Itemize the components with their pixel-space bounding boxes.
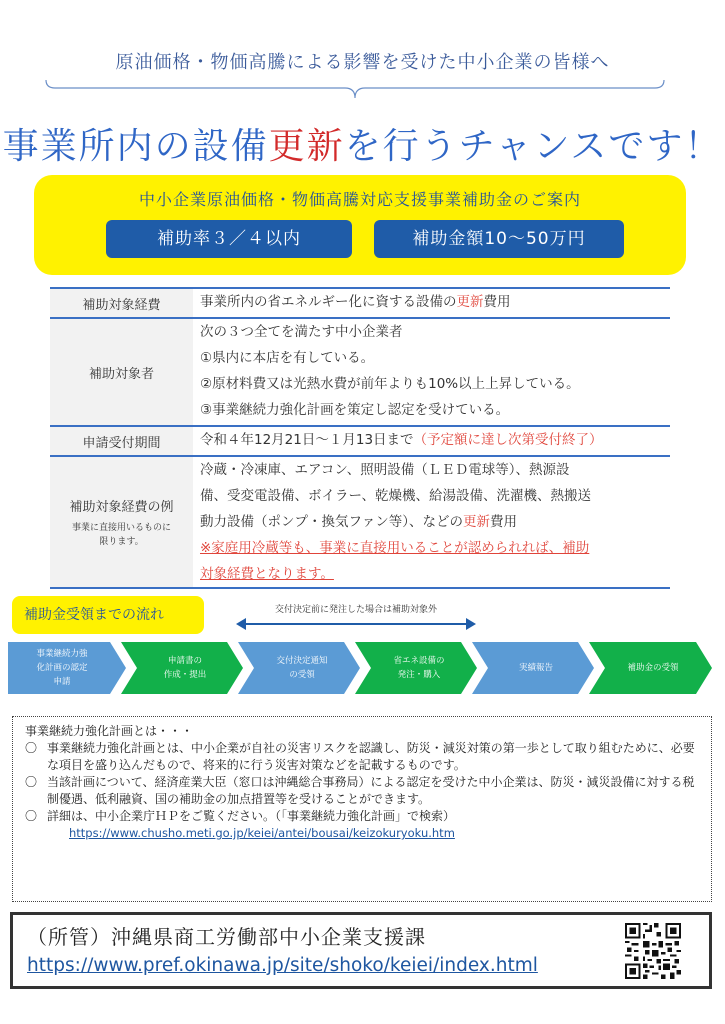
row-value [200,427,670,453]
table-row-eligible-expenses [50,287,670,317]
subsidy-banner [34,175,686,275]
condition-2: ②原材料費又は光熱水費が前年よりも10%以上上昇している。 [200,376,580,392]
condition-3: ③事業継続力強化計画を策定し認定を受けている。 [200,402,510,418]
table-row-expense-examples [50,455,670,589]
examples-line2: 備、受変電設備、ボイラー、乾燥機、給湯設備、洗濯機、熱搬送 [200,488,591,504]
target-audience-subtitle: 原油価格・物価高騰による影響を受けた中小企業の皆様へ [115,52,610,73]
note-item-1 [25,740,699,774]
note-text-3: 詳細は、中小企業庁ＨＰをご覧ください。（「事業継続力強化計画」で検索） [47,809,456,823]
sublabel-line1: 事業に直接用いるものに [71,522,171,533]
qr-code-icon[interactable] [625,923,681,979]
table-row-eligible-applicants [50,317,670,425]
examples-line3 [200,509,670,535]
step-3-line2: の受領 [289,670,315,680]
expense-text: 事業所内の省エネルギー化に資する設備の [200,294,457,310]
step-1-label [12,642,112,694]
ineligible-period-note: 交付決定前に発注した場合は補助対象外 [274,605,437,615]
step-5-label: 実績報告 [518,663,553,673]
step-1-line2: 化計画の認定 [36,663,88,673]
page-headline [0,118,725,169]
table-row-application-period [50,425,670,455]
bullet-icon: 〇 [25,741,38,755]
examples-line1: 冷蔵・冷凍庫、エアコン、照明設備（ＬＥＤ電球等）、熱源設 [200,462,570,478]
headline-highlight: 更新 [268,126,345,167]
note-text-2: 当該計画について、経済産業大臣（窓口は沖縄総合事務局）による認定を受けた中小企業は、防災・減災設備に対する税制優遇、低利融資、国の補助金の加点措置等を受けることができます。 [47,775,695,806]
step-1-line1: 事業継続力強 [36,649,88,659]
bullet-icon: 〇 [25,775,38,789]
row-label [50,457,193,587]
sme-agency-link[interactable]: https://www.chusho.meti.go.jp/keiei/antei/bousai/keizokuryoku.htm [69,826,455,840]
row-label: 補助対象者 [50,319,193,425]
notes-heading: 事業継続力強化計画とは・・・ [25,724,194,738]
step-3-label [252,642,352,694]
step-6-label: 補助金の受領 [627,663,679,673]
note-text-1: 事業継続力強化計画とは、中小企業が自社の災害リスクを認識し、防災・減災対策の第一歩として取り組むために、必要な項目を盛り込んだもので、将来的に行う災害対策などを記載するものです。 [47,741,695,772]
examples-line3-highlight: 更新 [462,514,490,530]
department-link[interactable]: https://www.pref.okinawa.jp/site/shoko/keiei/index.html [27,955,538,976]
subsidy-amount-badge: 補助金額10〜50万円 [374,220,624,258]
headline-part2: を行うチャンスです！ [344,126,723,167]
contact-footer [10,912,712,989]
examples-sublabel [72,521,171,549]
condition-intro: 次の３つ全てを満たす中小企業者 [200,324,403,340]
step-4-line1: 省エネ設備の [393,656,445,666]
step-1-line3: 申請 [53,677,71,687]
examples-line3-text: 動力設備（ポンプ・換気ファン等）、などの [200,514,463,530]
period-note: （予定額に達し次第受付終了） [413,432,603,448]
sublabel-line2: 限ります。 [99,536,144,547]
note-item-3 [25,808,699,825]
examples-label: 補助対象経費の例 [69,499,174,515]
examples-note-line2: 対象経費となります。 [200,566,334,582]
expense-highlight: 更新 [456,294,484,310]
row-label: 補助対象経費 [50,289,193,317]
row-value [200,319,670,423]
note-item-2 [25,774,699,808]
step-2-line2: 作成・提出 [163,670,207,680]
step-4-line2: 発注・購入 [397,670,441,680]
step-2-label [135,642,235,694]
condition-1: ①県内に本店を有している。 [200,350,375,366]
step-2-line1: 申請書の [167,656,202,666]
row-value [200,457,670,587]
eligibility-table [50,287,670,589]
flow-section-label: 補助金受領までの流れ [12,596,204,634]
step-4-label [369,642,469,694]
examples-line3-end: 費用 [489,514,517,530]
double-arrow-icon [236,617,476,631]
department-name: （所管）沖縄県商工労働部中小企業支援課 [27,925,426,949]
row-value [200,289,670,315]
expense-text-end: 費用 [483,294,511,310]
subsidy-rate-badge: 補助率３／４以内 [106,220,352,258]
period-text: 令和４年12月21日〜１月13日まで [200,432,414,448]
step-3-line1: 交付決定通知 [276,656,328,666]
bcp-info-box [12,716,712,902]
row-label: 申請受付期間 [50,427,193,455]
headline-part1: 事業所内の設備 [2,126,269,167]
banner-title: 中小企業原油価格・物価高騰対応支援事業補助金のご案内 [138,190,581,209]
bullet-icon: 〇 [25,809,38,823]
examples-note-line1: ※家庭用冷蔵等も、事業に直接用いることが認められれば、補助 [200,540,590,556]
brace-divider [45,78,665,100]
